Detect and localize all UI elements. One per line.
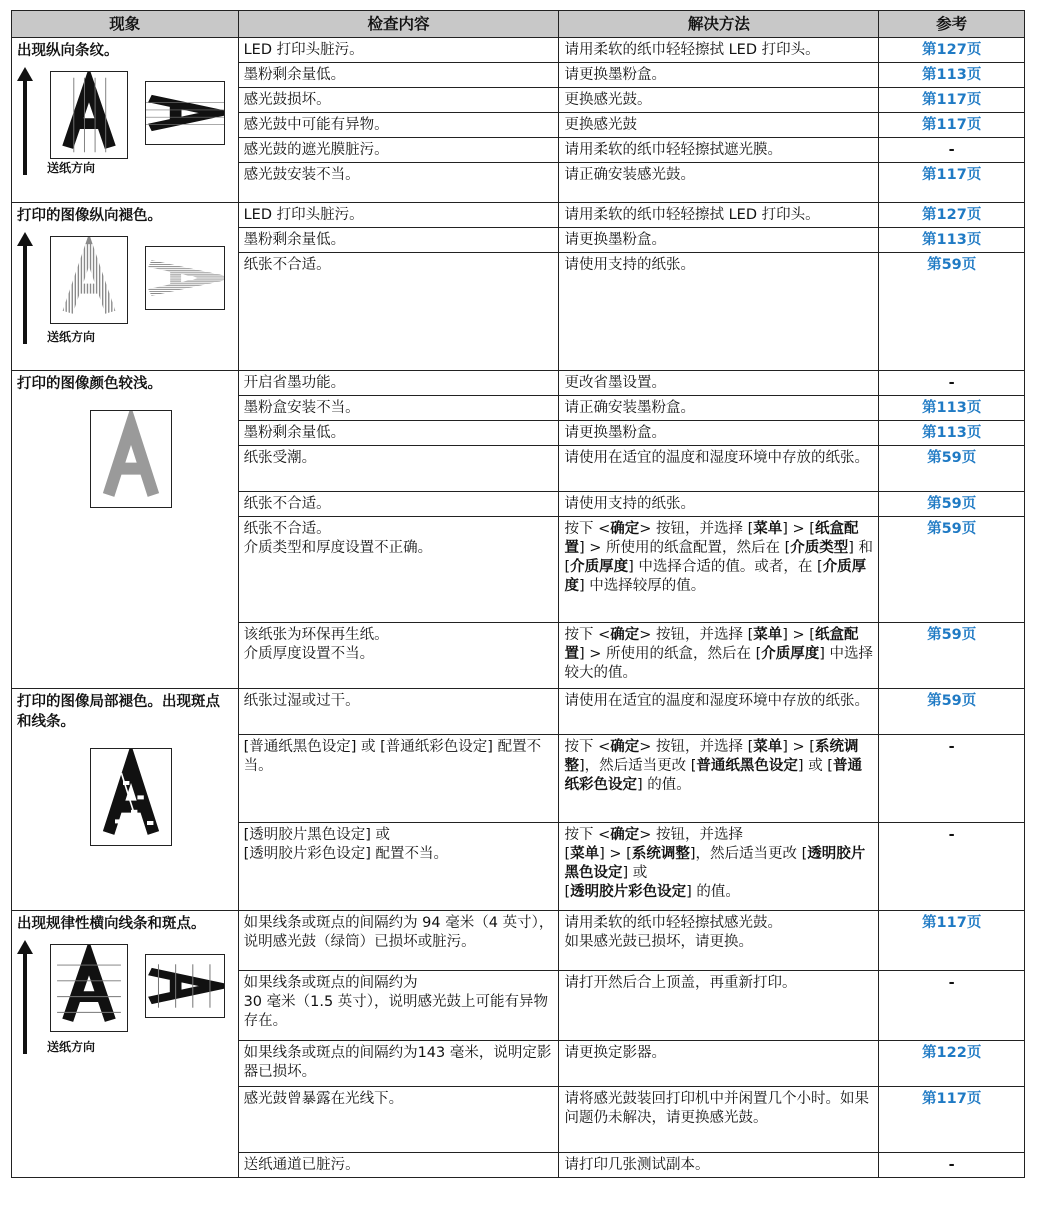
reference-link[interactable]: 第59页 (879, 492, 1025, 517)
solution-cell: 请打印几张测试副本。 (559, 1153, 879, 1178)
table-row (12, 371, 1025, 396)
solution-cell: 请使用支持的纸张。 (559, 492, 879, 517)
text-segment: ] 中选择较厚的值。 (578, 578, 706, 594)
bold-term: 系统调整 (631, 846, 690, 862)
feed-direction-label: 送纸方向 (47, 1040, 96, 1054)
reference-link[interactable]: 第117页 (879, 163, 1025, 203)
check-cell: 纸张不合适。 (238, 492, 559, 517)
check-cell: 纸张不合适。 介质类型和厚度设置不正确。 (238, 517, 559, 623)
solution-cell: 请使用支持的纸张。 (559, 253, 879, 371)
feed-direction-label: 送纸方向 (47, 330, 96, 344)
symptom-illustration (17, 232, 233, 348)
solution-cell: 请更换墨粉盒。 (559, 421, 879, 446)
check-cell: 感光鼓安装不当。 (238, 163, 559, 203)
text-segment: [ (243, 846, 250, 862)
solution-cell: 更改省墨设置。 (559, 371, 879, 396)
solution-cell: 更换感光鼓。 (559, 88, 879, 113)
reference-link[interactable]: 第59页 (879, 446, 1025, 492)
bold-term: 确定 (610, 739, 640, 755)
check-cell: 墨粉剩余量低。 (238, 63, 559, 88)
solution-cell: 请更换墨粉盒。 (559, 63, 879, 88)
text-segment: ]，然后适当更改 [ (689, 846, 808, 862)
symptom-text: 出现规律性横向线条和斑点。 (17, 916, 206, 932)
header-check: 检查内容 (238, 11, 559, 38)
reference-cell: - (879, 735, 1025, 823)
bold-term: 普通纸黑色设定 (249, 739, 351, 755)
troubleshooting-table-page (11, 10, 1025, 1178)
symptom-illustration (17, 738, 233, 842)
reference-link[interactable]: 第127页 (879, 203, 1025, 228)
symptom-illustration (17, 400, 233, 504)
check-cell (238, 823, 559, 911)
table-row (12, 203, 1025, 228)
bold-term: 纸盒配置 (564, 627, 859, 662)
text-segment: ] 或 (622, 865, 648, 881)
solution-cell (559, 623, 879, 689)
bold-term: 普通纸彩色设定 (385, 739, 488, 755)
reference-cell: - (879, 823, 1025, 911)
bold-term: 确定 (610, 627, 640, 643)
sample-print-landscape (145, 954, 225, 1018)
text-segment: ] > [ (599, 846, 632, 862)
symptom-cell (12, 371, 239, 689)
bold-term: 确定 (610, 521, 640, 537)
solution-cell: 请用柔软的纸巾轻轻擦拭遮光膜。 (559, 138, 879, 163)
sample-print (90, 410, 172, 508)
reference-cell: - (879, 138, 1025, 163)
text-segment: ] 中选择较大的值。 (564, 646, 874, 681)
symptom-text: 打印的图像颜色较浅。 (17, 376, 162, 392)
feed-direction-label: 送纸方向 (47, 161, 96, 175)
check-cell: 纸张不合适。 (238, 253, 559, 371)
check-cell: 感光鼓中可能有异物。 (238, 113, 559, 138)
table-header-row (12, 11, 1025, 38)
reference-link[interactable]: 第59页 (879, 253, 1025, 371)
feed-direction-arrow-shaft (23, 244, 27, 344)
solution-cell: 请正确安装感光鼓。 (559, 163, 879, 203)
solution-cell: 请将感光鼓装回打印机中并闲置几个小时。如果问题仍未解决，请更换感光鼓。 (559, 1087, 879, 1153)
reference-link[interactable]: 第113页 (879, 421, 1025, 446)
symptom-cell (12, 689, 239, 911)
text-segment: ] > [ (782, 521, 815, 537)
text-segment: > 按钮，并选择 [ (639, 521, 754, 537)
text-segment: > 按钮，并选择 [ (639, 739, 754, 755)
text-segment: ] > [ (782, 627, 815, 643)
reference-link[interactable]: 第113页 (879, 396, 1025, 421)
check-cell: 纸张过湿或过干。 (238, 689, 559, 735)
text-segment: > 按钮，并选择 [ (639, 627, 754, 643)
text-segment: ] 的值。 (686, 884, 740, 900)
check-cell: 感光鼓损坏。 (238, 88, 559, 113)
symptom-text: 打印的图像局部褪色。出现斑点和线条。 (17, 694, 220, 730)
text-segment: ] 的值。 (636, 777, 691, 793)
solution-cell: 更换感光鼓 (559, 113, 879, 138)
troubleshooting-table (11, 10, 1025, 1178)
sample-print-portrait (50, 236, 128, 324)
reference-link[interactable]: 第117页 (879, 113, 1025, 138)
reference-link[interactable]: 第117页 (879, 88, 1025, 113)
bold-term: 透明胶片黑色设定 (249, 827, 366, 843)
solution-cell: 请用柔软的纸巾轻轻擦拭 LED 打印头。 (559, 203, 879, 228)
reference-link[interactable]: 第59页 (879, 689, 1025, 735)
reference-cell: - (879, 1153, 1025, 1178)
bold-term: 菜单 (570, 846, 600, 862)
symptom-cell (12, 38, 239, 203)
text-segment: ] 或 (365, 827, 391, 843)
symptom-text: 出现纵向条纹。 (17, 43, 119, 59)
table-row (12, 911, 1025, 971)
bold-term: 介质类型 (790, 540, 849, 556)
reference-link[interactable]: 第59页 (879, 623, 1025, 689)
solution-cell: 请正确安装墨粉盒。 (559, 396, 879, 421)
sample-print-portrait (50, 71, 128, 159)
bold-term: 普通纸黑色设定 (696, 758, 798, 774)
check-cell: LED 打印头脏污。 (238, 38, 559, 63)
bold-term: 透明胶片彩色设定 (249, 846, 366, 862)
bold-term: 透明胶片黑色设定 (564, 846, 866, 881)
check-cell: 开启省墨功能。 (238, 371, 559, 396)
text-segment: ] 配置不当。 (243, 739, 542, 774)
symptom-text: 打印的图像纵向褪色。 (17, 208, 162, 224)
text-segment: 按下 < (564, 739, 611, 755)
solution-cell (559, 823, 879, 911)
sample-print-landscape (145, 81, 225, 145)
reference-link[interactable]: 第117页 (879, 911, 1025, 971)
table-row (12, 689, 1025, 735)
reference-cell: - (879, 371, 1025, 396)
reference-link[interactable]: 第113页 (879, 228, 1025, 253)
text-segment: ] 和 [ (564, 540, 874, 575)
header-solution: 解决方法 (559, 11, 879, 38)
text-segment: 按下 < (564, 827, 611, 843)
reference-cell: - (879, 971, 1025, 1041)
text-segment: [ (564, 846, 571, 862)
bold-term: 介质厚度 (761, 646, 820, 662)
sample-print-landscape (145, 246, 225, 310)
solution-cell (559, 517, 879, 623)
text-segment: [ (243, 827, 250, 843)
reference-link[interactable]: 第59页 (879, 517, 1025, 623)
sample-print-portrait (50, 944, 128, 1032)
text-segment: 按下 < (564, 521, 611, 537)
check-cell: LED 打印头脏污。 (238, 203, 559, 228)
solution-cell: 请打开然后合上顶盖，再重新打印。 (559, 971, 879, 1041)
solution-cell: 请更换定影器。 (559, 1041, 879, 1087)
reference-link[interactable]: 第113页 (879, 63, 1025, 88)
text-segment: [ (243, 739, 250, 755)
check-cell: 如果线条或斑点的间隔约为143 毫米，说明定影器已损坏。 (238, 1041, 559, 1087)
solution-cell: 请用柔软的纸巾轻轻擦拭感光鼓。 如果感光鼓已损坏，请更换。 (559, 911, 879, 971)
solution-cell: 请用柔软的纸巾轻轻擦拭 LED 打印头。 (559, 38, 879, 63)
check-cell: 送纸通道已脏污。 (238, 1153, 559, 1178)
reference-link[interactable]: 第122页 (879, 1041, 1025, 1087)
feed-direction-arrow-shaft (23, 952, 27, 1054)
text-segment: ] 中选择合适的值。或者，在 [ (628, 559, 823, 575)
bold-term: 普通纸彩色设定 (564, 758, 862, 793)
bold-term: 介质厚度 (564, 559, 867, 594)
text-segment: ]，然后适当更改 [ (578, 758, 697, 774)
bold-term: 菜单 (753, 521, 783, 537)
bold-term: 菜单 (753, 739, 783, 755)
solution-cell: 请使用在适宜的温度和湿度环境中存放的纸张。 (559, 446, 879, 492)
text-segment: [ (564, 884, 571, 900)
symptom-illustration (17, 67, 233, 179)
sample-print (90, 748, 172, 846)
check-cell: 该纸张为环保再生纸。 介质厚度设置不当。 (238, 623, 559, 689)
text-segment: > 按钮，并选择 (639, 827, 744, 843)
bold-term: 透明胶片彩色设定 (570, 884, 687, 900)
check-cell (238, 735, 559, 823)
bold-term: 纸盒配置 (564, 521, 859, 556)
text-segment: ] > 所使用的纸盒配置，然后在 [ (578, 540, 791, 556)
text-segment: ] 或 [ (797, 758, 833, 774)
reference-link[interactable]: 第127页 (879, 38, 1025, 63)
symptom-cell (12, 203, 239, 371)
text-segment: ] 或 [ (350, 739, 386, 755)
check-cell: 感光鼓曾暴露在光线下。 (238, 1087, 559, 1153)
check-cell: 墨粉剩余量低。 (238, 421, 559, 446)
symptom-illustration (17, 940, 233, 1058)
header-symptom: 现象 (12, 11, 239, 38)
header-reference: 参考 (879, 11, 1025, 38)
text-segment: ] 配置不当。 (365, 846, 449, 862)
text-segment: ] > [ (782, 739, 815, 755)
check-cell: 如果线条或斑点的间隔约为 30 毫米（1.5 英寸），说明感光鼓上可能有异物存在。 (238, 971, 559, 1041)
symptom-cell (12, 911, 239, 1178)
check-cell: 感光鼓的遮光膜脏污。 (238, 138, 559, 163)
table-row (12, 38, 1025, 63)
bold-term: 确定 (610, 827, 640, 843)
text-segment: ] > 所使用的纸盒，然后在 [ (578, 646, 762, 662)
solution-cell (559, 735, 879, 823)
check-cell: 纸张受潮。 (238, 446, 559, 492)
bold-term: 介质厚度 (570, 559, 629, 575)
check-cell: 墨粉剩余量低。 (238, 228, 559, 253)
bold-term: 系统调整 (564, 739, 859, 774)
bold-term: 菜单 (753, 627, 783, 643)
solution-cell: 请使用在适宜的温度和湿度环境中存放的纸张。 (559, 689, 879, 735)
check-cell: 如果线条或斑点的间隔约为 94 毫米（4 英寸），说明感光鼓（绿筒）已损坏或脏污。 (238, 911, 559, 971)
reference-link[interactable]: 第117页 (879, 1087, 1025, 1153)
solution-cell: 请更换墨粉盒。 (559, 228, 879, 253)
text-segment: 按下 < (564, 627, 611, 643)
check-cell: 墨粉盒安装不当。 (238, 396, 559, 421)
feed-direction-arrow-shaft (23, 79, 27, 175)
